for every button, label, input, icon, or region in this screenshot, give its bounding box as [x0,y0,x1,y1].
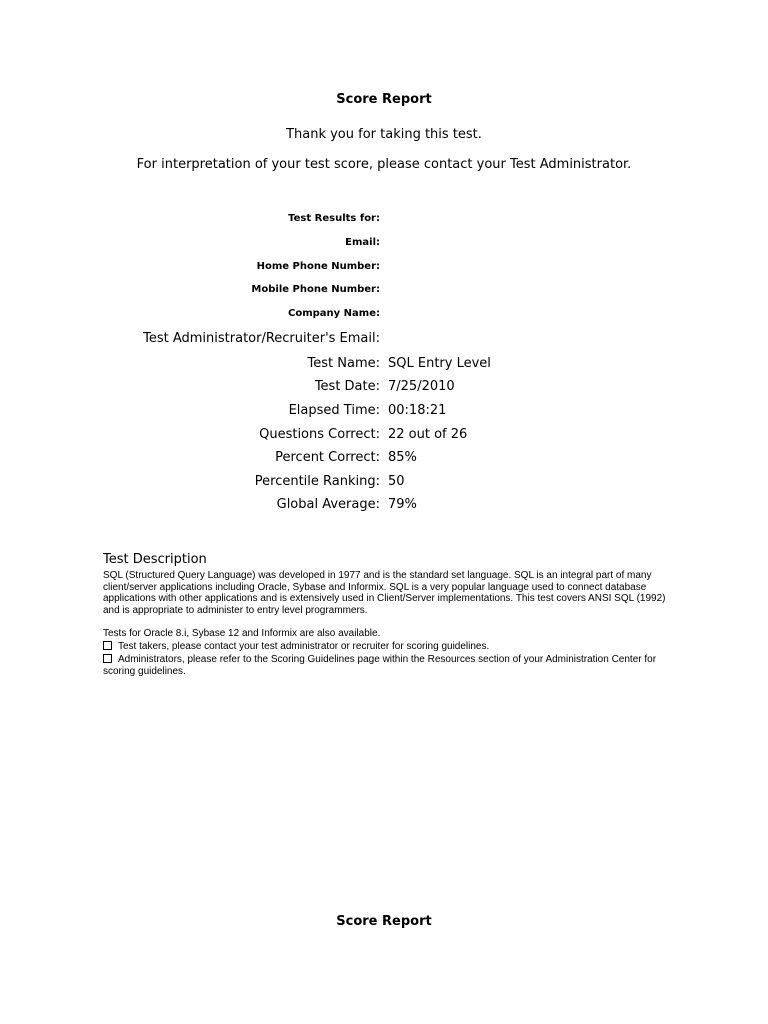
mobile-phone-label: Mobile Phone Number: [251,284,380,295]
result-value: 50 [388,474,405,489]
result-label: Percent Correct: [275,450,380,465]
admin-email-label: Test Administrator/Recruiter's Email: [143,331,380,346]
result-value: 79% [388,497,417,512]
result-value: 00:18:21 [388,403,447,418]
description-heading: Test Description [103,552,207,567]
result-label: Questions Correct: [259,427,380,442]
bullet-text: Test takers, please contact your test administrator or recruiter for scoring guidelines. [118,641,490,652]
result-value: SQL Entry Level [388,356,491,371]
report-title: Score Report [336,92,432,107]
interpretation-message: For interpretation of your test score, please contact your Test Administrator. [136,157,632,172]
availability-note: Tests for Oracle 8.i, Sybase 12 and Informix are also available. [103,628,381,639]
description-body: SQL (Structured Query Language) was developed in 1977 and is the standard set language. SQL is an integral part of many client/server applications including Oracle, Sybase and Informix. SQL is a very popular language used to connect database applications with other applications and is extensively used in Client/Server implementations. This test covers ANSI SQL (1992) and is appropriate to administer to entry level programmers. [103,570,666,617]
result-value: 22 out of 26 [388,427,468,442]
result-value: 85% [388,450,417,465]
result-value: 7/25/2010 [388,379,455,394]
results-for-label: Test Results for: [288,213,380,224]
email-label: Email: [345,237,380,248]
checkbox-icon [103,654,112,663]
checkbox-icon [103,641,112,650]
guideline-bullet [103,641,673,653]
result-label: Global Average: [276,497,380,512]
footer-title: Score Report [336,914,432,929]
company-name-label: Company Name: [288,308,380,319]
result-label: Elapsed Time: [288,403,380,418]
home-phone-label: Home Phone Number: [256,261,380,272]
guideline-bullet [103,654,673,678]
result-label: Test Name: [307,356,380,371]
result-label: Percentile Ranking: [254,474,380,489]
bullet-text: Administrators, please refer to the Scoring Guidelines page within the Resources section of your Administration Center for scoring guidelines. [103,654,657,677]
result-label: Test Date: [314,379,380,394]
thank-you-message: Thank you for taking this test. [286,127,482,142]
